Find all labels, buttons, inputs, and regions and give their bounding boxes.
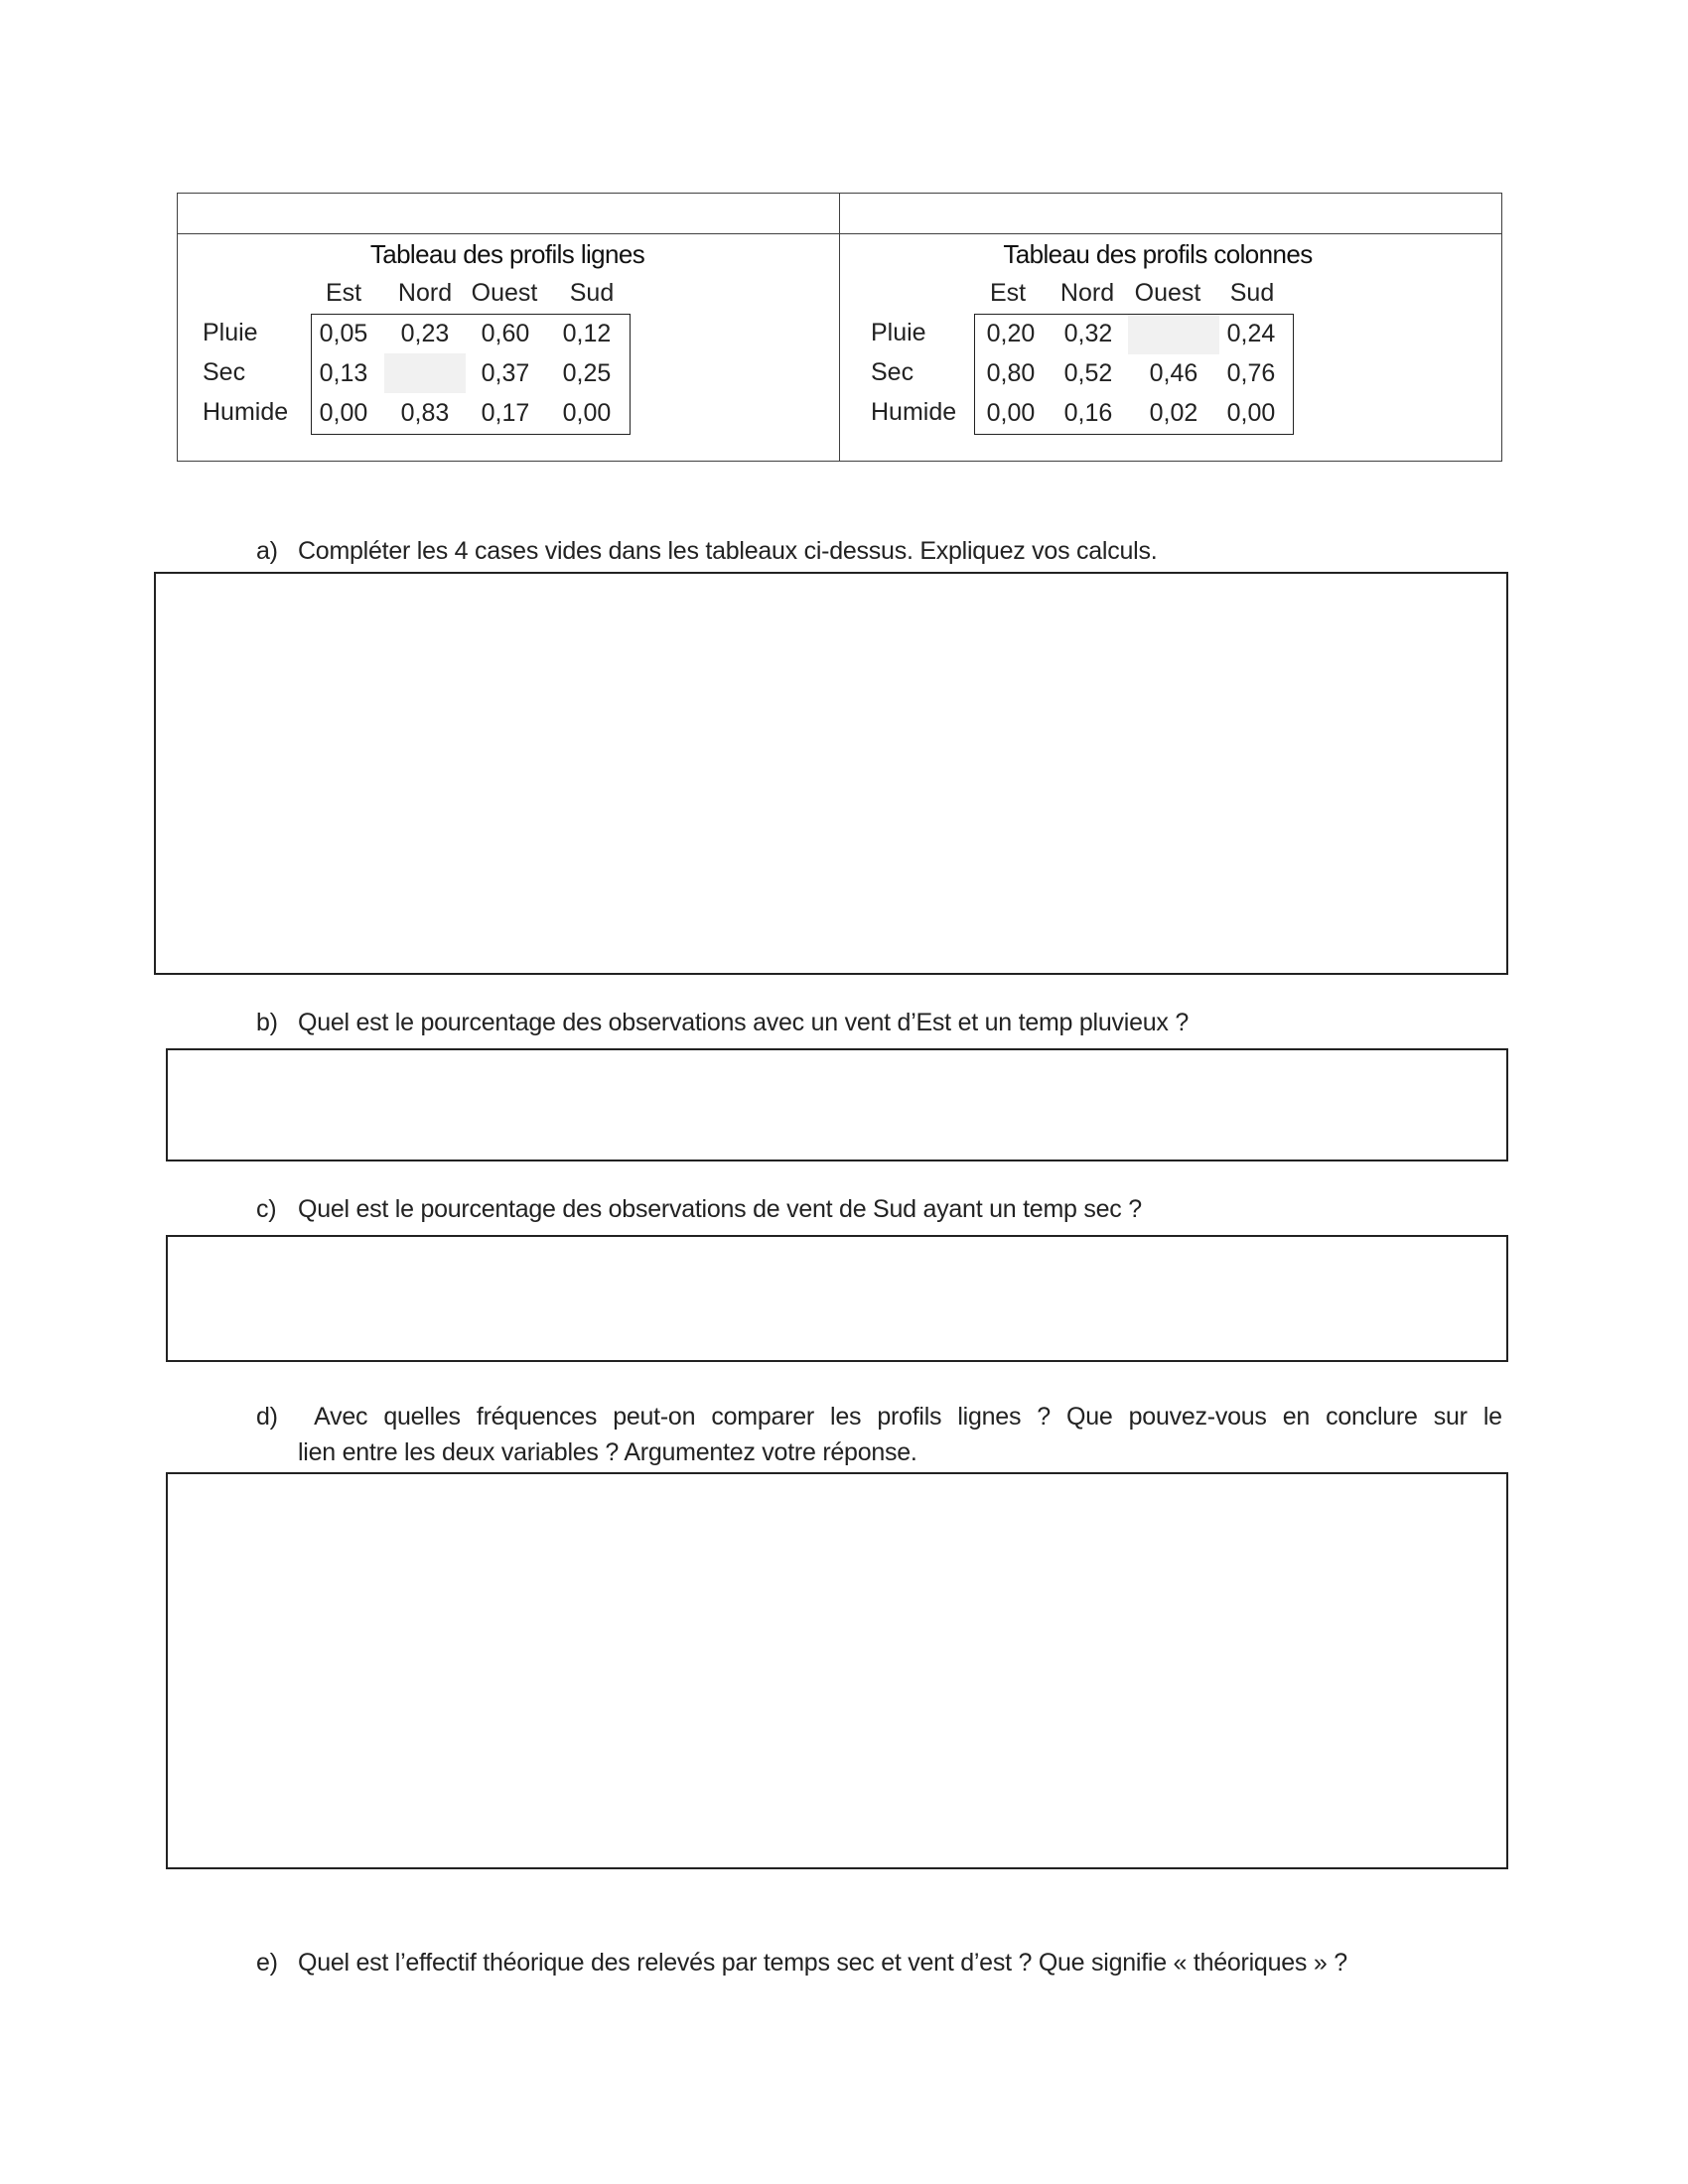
word: le — [1482, 1403, 1502, 1431]
word: profils — [877, 1403, 942, 1431]
table-cell: 0,46 — [1149, 359, 1198, 387]
word: peut-on — [613, 1403, 696, 1431]
table-cell: 0,60 — [481, 320, 530, 347]
row-label-pluie: Pluie — [871, 319, 926, 346]
row-profiles-grid — [311, 314, 631, 435]
question-d-label: d) — [256, 1403, 278, 1431]
word: Que — [1066, 1403, 1113, 1431]
column-profiles-title: Tableau des profils colonnes — [1003, 239, 1313, 269]
table-cell: 0,83 — [400, 399, 450, 427]
column-header-nord: Nord — [1059, 279, 1115, 307]
row-label-sec: Sec — [203, 358, 246, 386]
word: pouvez-vous — [1128, 1403, 1267, 1431]
answer-box-a[interactable] — [154, 572, 1508, 975]
table-cell: 0,37 — [481, 359, 530, 387]
row-label-humide: Humide — [203, 398, 289, 426]
empty-cell-sec-nord[interactable] — [384, 353, 466, 393]
question-c-label: c) — [256, 1195, 277, 1223]
column-profiles-panel — [840, 234, 1501, 461]
table-cell: 0,12 — [562, 320, 612, 347]
question-a-text: Compléter les 4 cases vides dans les tableaux ci-dessus. Expliquez vos calculs. — [298, 537, 1158, 565]
word: lignes — [957, 1403, 1022, 1431]
question-b — [256, 1005, 1189, 1040]
question-c-text: Quel est le pourcentage des observations de vent de Sud ayant un temp sec ? — [298, 1195, 1142, 1223]
question-d-line-2: lien entre les deux variables ? Argumentez votre réponse. — [298, 1438, 917, 1466]
table-cell: 0,25 — [562, 359, 612, 387]
column-header-ouest: Ouest — [1134, 279, 1201, 307]
table-cell: 0,00 — [986, 399, 1036, 427]
table-cell: 0,13 — [319, 359, 368, 387]
table-cell: 0,76 — [1226, 359, 1276, 387]
answer-box-b[interactable] — [166, 1048, 1508, 1161]
table-cell: 0,23 — [400, 320, 450, 347]
question-b-text: Quel est le pourcentage des observations avec un vent d’Est et un temp pluvieux ? — [298, 1009, 1189, 1036]
empty-cell-pluie-ouest[interactable] — [1128, 315, 1219, 354]
table-cell: 0,16 — [1063, 399, 1113, 427]
word: en — [1282, 1403, 1311, 1431]
row-profiles-title: Tableau des profils lignes — [369, 239, 645, 269]
question-e-label: e) — [256, 1949, 278, 1977]
table-cell: 0,32 — [1063, 320, 1113, 347]
table-cell: 0,00 — [319, 399, 368, 427]
table-cell: 0,05 — [319, 320, 368, 347]
table-cell: 0,00 — [1226, 399, 1276, 427]
table-cell: 0,00 — [562, 399, 612, 427]
column-header-est: Est — [989, 279, 1027, 307]
column-header-sud: Sud — [569, 279, 615, 307]
word: comparer — [711, 1403, 814, 1431]
row-label-humide: Humide — [871, 398, 957, 426]
table-cell: 0,17 — [481, 399, 530, 427]
word: conclure — [1326, 1403, 1418, 1431]
answer-box-c[interactable] — [166, 1235, 1508, 1362]
word: sur — [1433, 1403, 1468, 1431]
question-a-label: a) — [256, 537, 278, 565]
word: fréquences — [476, 1403, 598, 1431]
column-profiles-grid — [974, 314, 1294, 435]
table-cell: 0,52 — [1063, 359, 1113, 387]
table-cell: 0,24 — [1226, 320, 1276, 347]
column-header-est: Est — [325, 279, 362, 307]
column-header-nord: Nord — [397, 279, 453, 307]
row-label-sec: Sec — [871, 358, 914, 386]
question-c — [256, 1191, 1142, 1227]
row-label-pluie: Pluie — [203, 319, 258, 346]
table-cell: 0,20 — [986, 320, 1036, 347]
word: ? — [1037, 1403, 1051, 1431]
word: quelles — [383, 1403, 461, 1431]
profiles-table-frame — [177, 193, 1502, 462]
question-d-line-1 — [256, 1399, 1502, 1434]
question-e — [256, 1945, 1347, 1980]
column-header-sud: Sud — [1229, 279, 1275, 307]
question-e-text: Quel est l’effectif théorique des relevés par temps sec et vent d’est ? Que signifie « théoriques » ? — [298, 1949, 1347, 1977]
word: les — [830, 1403, 862, 1431]
column-header-ouest: Ouest — [471, 279, 538, 307]
table-cell: 0,02 — [1149, 399, 1198, 427]
question-d — [256, 1399, 1502, 1470]
question-b-label: b) — [256, 1009, 278, 1036]
word: Avec — [314, 1403, 368, 1431]
table-cell: 0,80 — [986, 359, 1036, 387]
answer-box-d[interactable] — [166, 1472, 1508, 1869]
question-a — [256, 533, 1157, 569]
